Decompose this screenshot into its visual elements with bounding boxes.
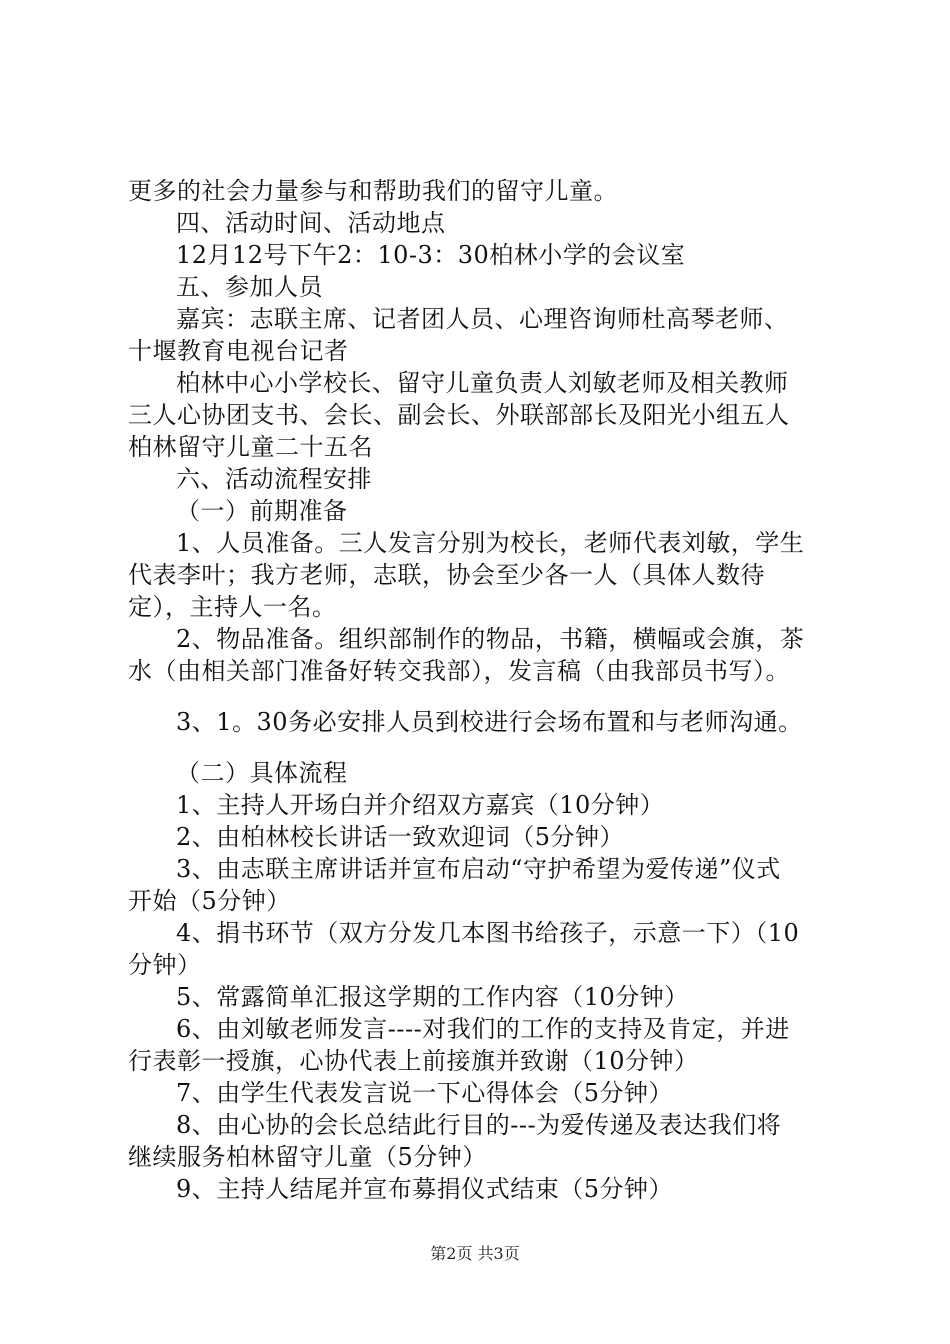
- paragraph-line: 水（由相关部门准备好转交我部），发言稿（由我部员书写）。: [128, 657, 790, 685]
- subsection-heading: （一）前期准备: [176, 497, 348, 525]
- list-item: 8、由心协的会长总结此行目的---为爱传递及表达我们将: [176, 1111, 782, 1139]
- paragraph-line: 3、1。30务必安排人员到校进行会场布置和与老师沟通。: [176, 708, 803, 736]
- paragraph-line: 十堰教育电视台记者: [128, 337, 349, 365]
- list-item-continuation: 继续服务柏林留守儿童（5分钟）: [128, 1143, 487, 1171]
- list-item-continuation: 开始（5分钟）: [128, 887, 291, 915]
- list-item: 2、由柏林校长讲话一致欢迎词（5分钟）: [176, 823, 625, 851]
- paragraph-line: 1、人员准备。三人发言分别为校长，老师代表刘敏，学生: [176, 529, 805, 557]
- list-item-continuation: 分钟）: [128, 951, 202, 979]
- list-item: 5、常露简单汇报这学期的工作内容（10分钟）: [176, 983, 689, 1011]
- paragraph-line: 三人心协团支书、会长、副会长、外联部部长及阳光小组五人: [128, 401, 790, 429]
- paragraph-line: 柏林中心小学校长、留守儿童负责人刘敏老师及相关教师: [176, 369, 789, 397]
- subsection-heading: （二）具体流程: [176, 759, 348, 787]
- paragraph-line: 定），主持人一名。: [128, 593, 337, 621]
- list-item: 3、由志联主席讲话并宣布启动“守护希望为爱传递”仪式: [176, 855, 781, 883]
- page-footer: 第2页 共3页: [430, 1244, 520, 1263]
- paragraph-line: 代表李叶；我方老师，志联，协会至少各一人（具体人数待: [128, 561, 765, 589]
- paragraph-line: 嘉宾：志联主席、记者团人员、心理咨询师杜高琴老师、: [176, 305, 789, 333]
- list-item: 4、捐书环节（双方分发几本图书给孩子，示意一下）（10: [176, 919, 800, 947]
- section-heading: 五、参加人员: [176, 273, 323, 301]
- list-item-continuation: 行表彰一授旗，心协代表上前接旗并致谢（10分钟）: [128, 1047, 699, 1075]
- paragraph-line: 2、物品准备。组织部制作的物品，书籍，横幅或会旗，茶: [176, 625, 805, 653]
- paragraph-line: 更多的社会力量参与和帮助我们的留守儿童。: [128, 177, 618, 205]
- section-heading: 六、活动流程安排: [176, 465, 372, 493]
- list-item: 1、主持人开场白并介绍双方嘉宾（10分钟）: [176, 791, 665, 819]
- paragraph-line: 柏林留守儿童二十五名: [128, 433, 373, 461]
- list-item: 7、由学生代表发言说一下心得体会（5分钟）: [176, 1079, 674, 1107]
- list-item: 6、由刘敏老师发言----对我们的工作的支持及肯定，并进: [176, 1015, 790, 1043]
- section-heading: 四、活动时间、活动地点: [176, 209, 446, 237]
- paragraph-line: 12月12号下午2：10-3：30柏林小学的会议室: [176, 241, 686, 269]
- list-item: 9、主持人结尾并宣布募捐仪式结束（5分钟）: [176, 1175, 674, 1203]
